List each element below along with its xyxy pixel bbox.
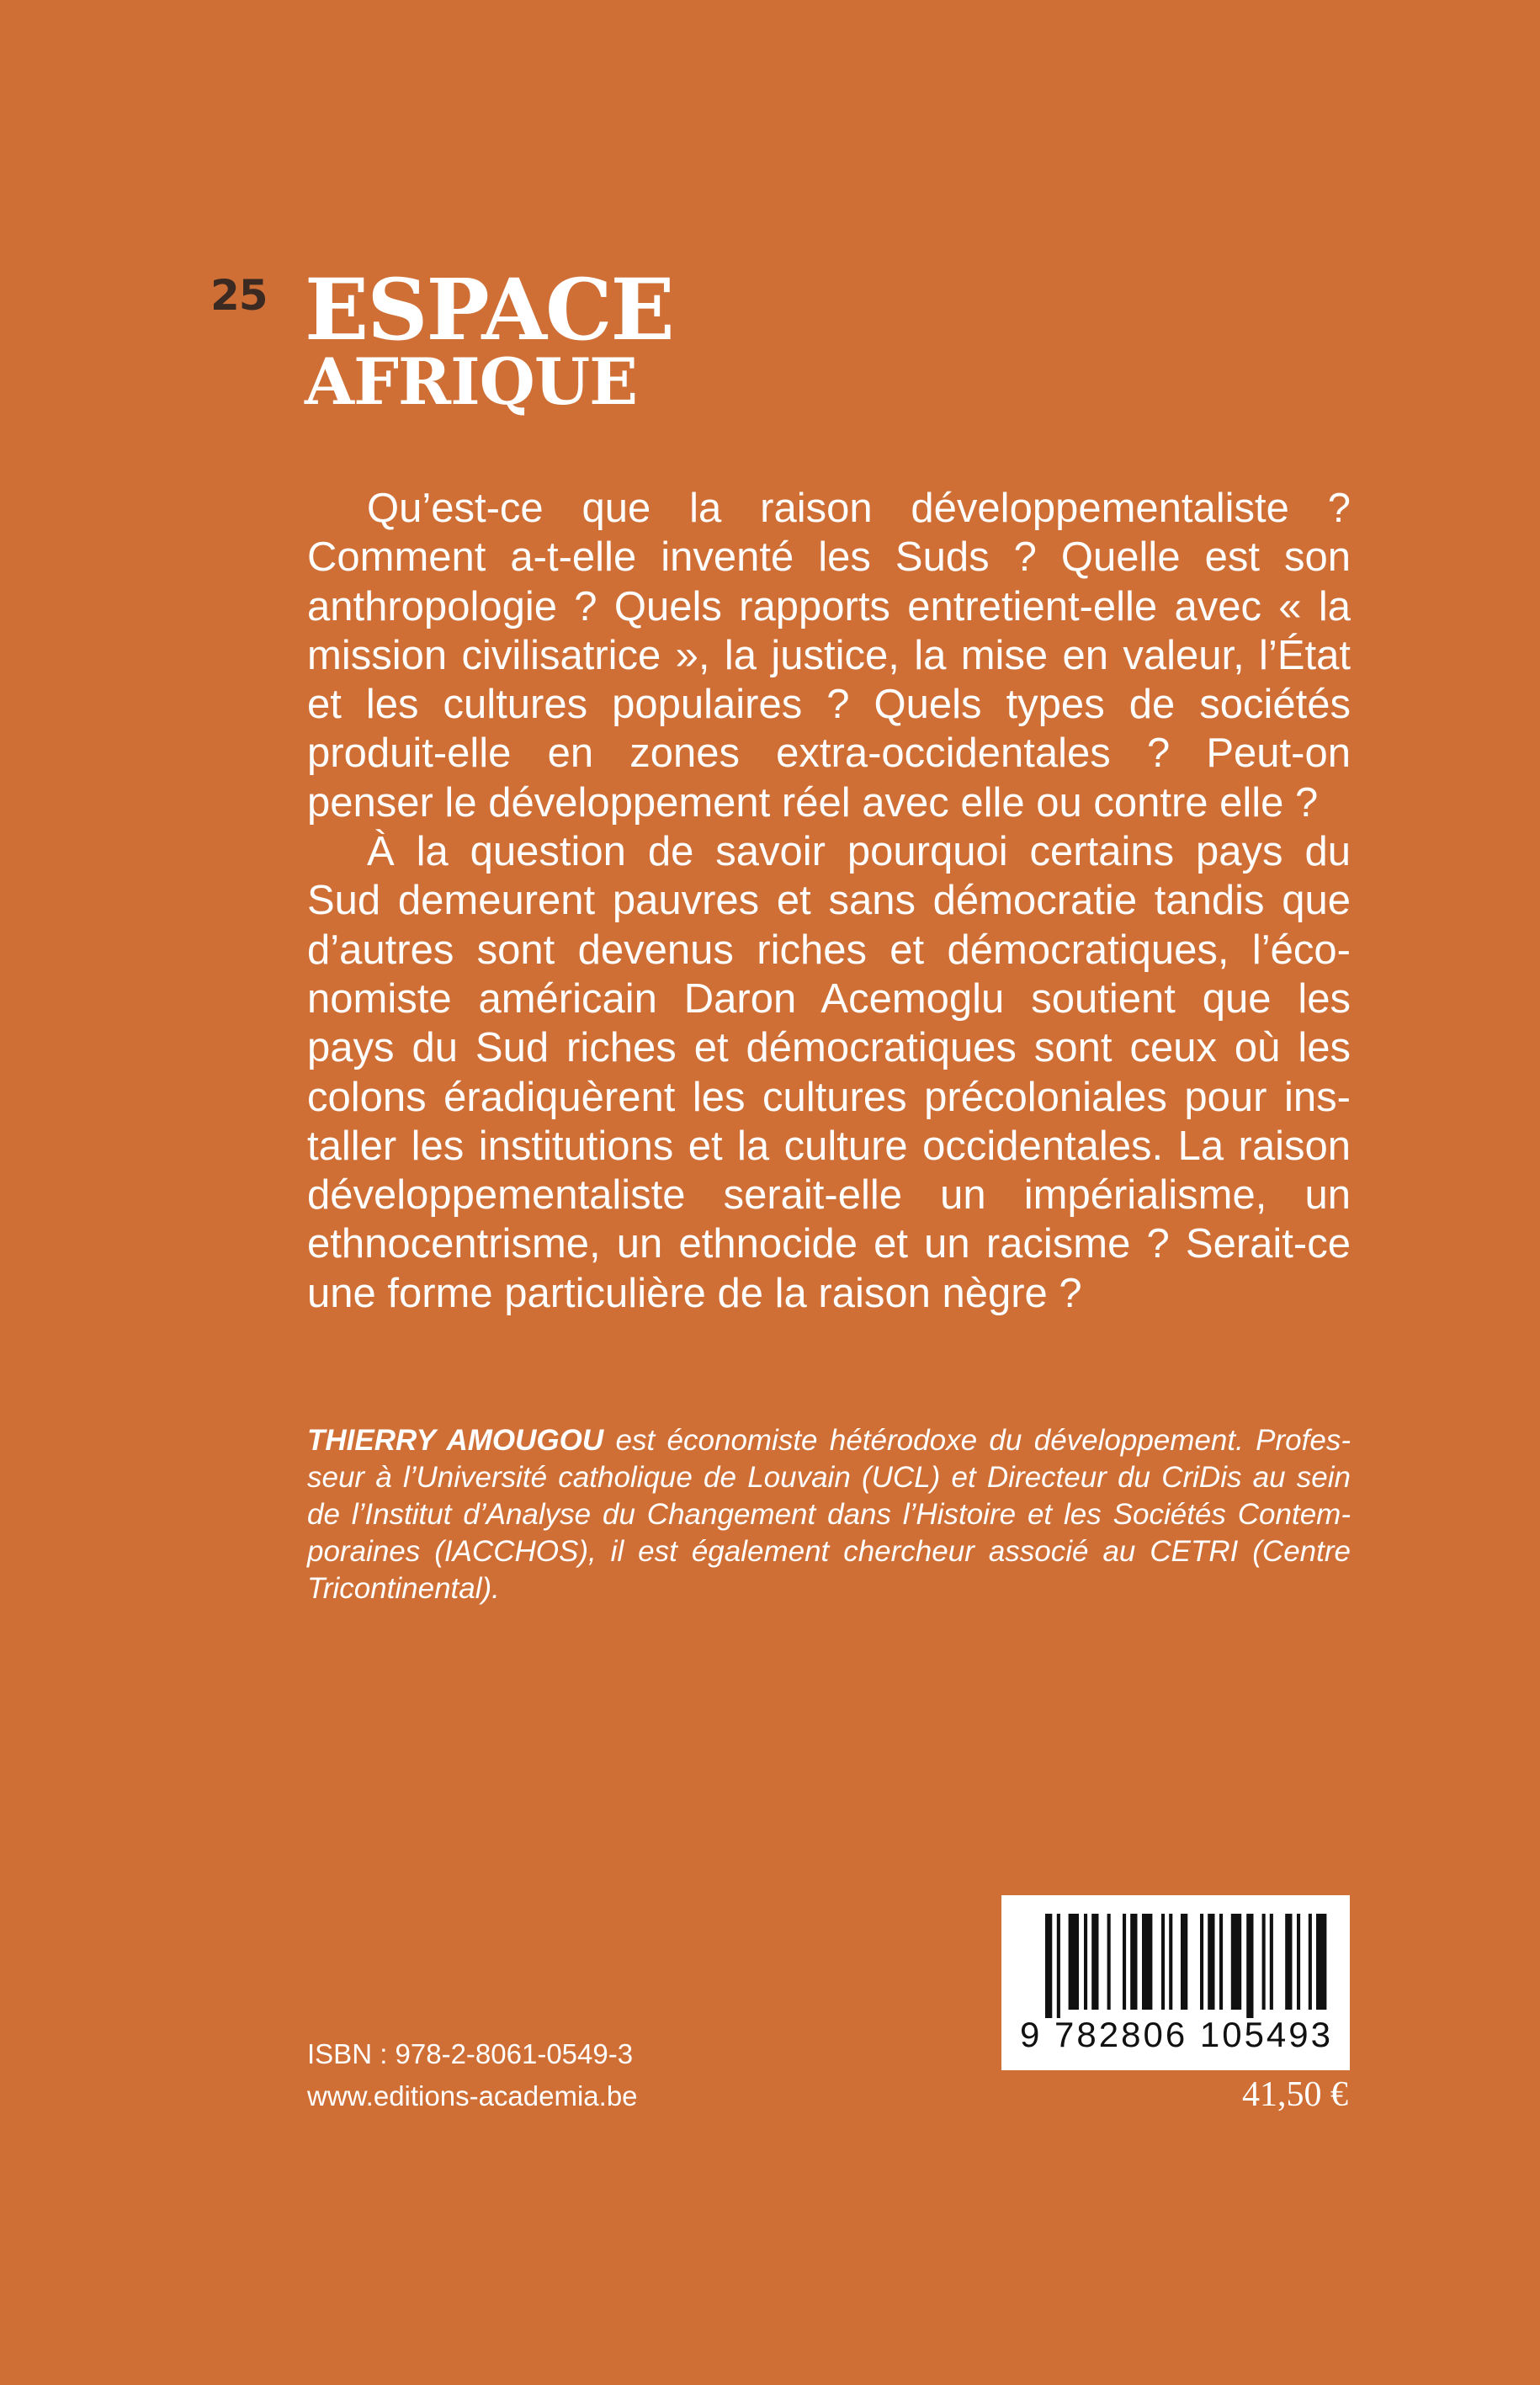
barcode-bar [1246,1914,1253,2018]
author-bio [307,1422,1351,1607]
series-title-line2: AFRIQUE [305,344,638,419]
barcode-bar [1123,1914,1126,2010]
blurb-paragraph-1: Qu’est-ce que la raison développementaliste ? Comment a-t-elle inventé les Suds ? Quelle est son anthropologie ? Quels rapports entretient-elle avec « la mission civilisatrice », la justice, la mise en valeur, l’État et les cultures populaires ? Quels types de sociétés produit-elle en zones extra-occidentales ? Peut-on penser le développement réel avec elle ou contre elle ? [307,486,1351,826]
barcode-bar [1262,1914,1266,2010]
website-link[interactable]: www.editions-academia.be [307,2080,638,2111]
barcode-bar [1045,1914,1052,2018]
barcode-bar [1130,1914,1137,2010]
barcode-bar [1208,1914,1214,2010]
barcode-digits: 9 782806 105493 [1020,2015,1333,2054]
barcode-bar [1069,1914,1079,2010]
series-title-line1: ESPACE [305,260,673,359]
series-title [305,260,673,419]
barcode-bar [1231,1914,1241,2010]
barcode-bar [1200,1914,1203,2010]
barcode-bar [1057,1914,1060,2018]
barcode-bar [1181,1914,1187,2010]
blurb-paragraph-2: À la question de savoir pourquoi certains pays du Sud demeurent pauvres et sans démocratie tandis que d’autres sont devenus riches et démocratiques, l’économiste américain Daron Acemoglu soutient que les pays du Sud riches et démocratiques sont ceux où les colons éradiquèrent les cultures précoloniales pour installer les institutions et la culture occidentales. La raison développementaliste serait-elle un impérialisme, un ethnocentrisme, un ethnocide et un racisme ? Serait-ce une forme particulière de la raison nègre ? [307,829,1351,1316]
barcode-bar [1107,1914,1111,2010]
barcode-bar [1297,1914,1300,2010]
barcode-bar [1270,1914,1273,2010]
back-cover-blurb [307,484,1351,1318]
author-bio-text: est économiste hétérodoxe du développement. Professeur à l’Université catholique de Louvain (UCL) et Directeur du CriDis au sein de l’Institut d’Analyse du Changement dans l’Histoire et les Sociétés Contemporaines (IACCHOS), il est également chercheur associé au CETRI (Centre Tricontinental). [307,1424,1351,1605]
isbn: ISBN : 978-2-8061-0549-3 [307,2038,634,2069]
barcode-bar [1219,1914,1223,2010]
barcode-bar [1169,1914,1172,2010]
barcode-bar [1285,1914,1292,2010]
barcode-bar [1309,1914,1312,2010]
series-number: 25 [210,271,268,320]
barcode-bar [1142,1914,1152,2010]
barcode-bar [1316,1914,1326,2010]
barcode-bar [1084,1914,1087,2010]
barcode-bar [1161,1914,1165,2010]
barcode [1001,1895,1350,2070]
author-name: THIERRY AMOUGOU [307,1424,604,1457]
price: 41,50 € [1242,2075,1348,2114]
barcode-bar [1091,1914,1098,2010]
